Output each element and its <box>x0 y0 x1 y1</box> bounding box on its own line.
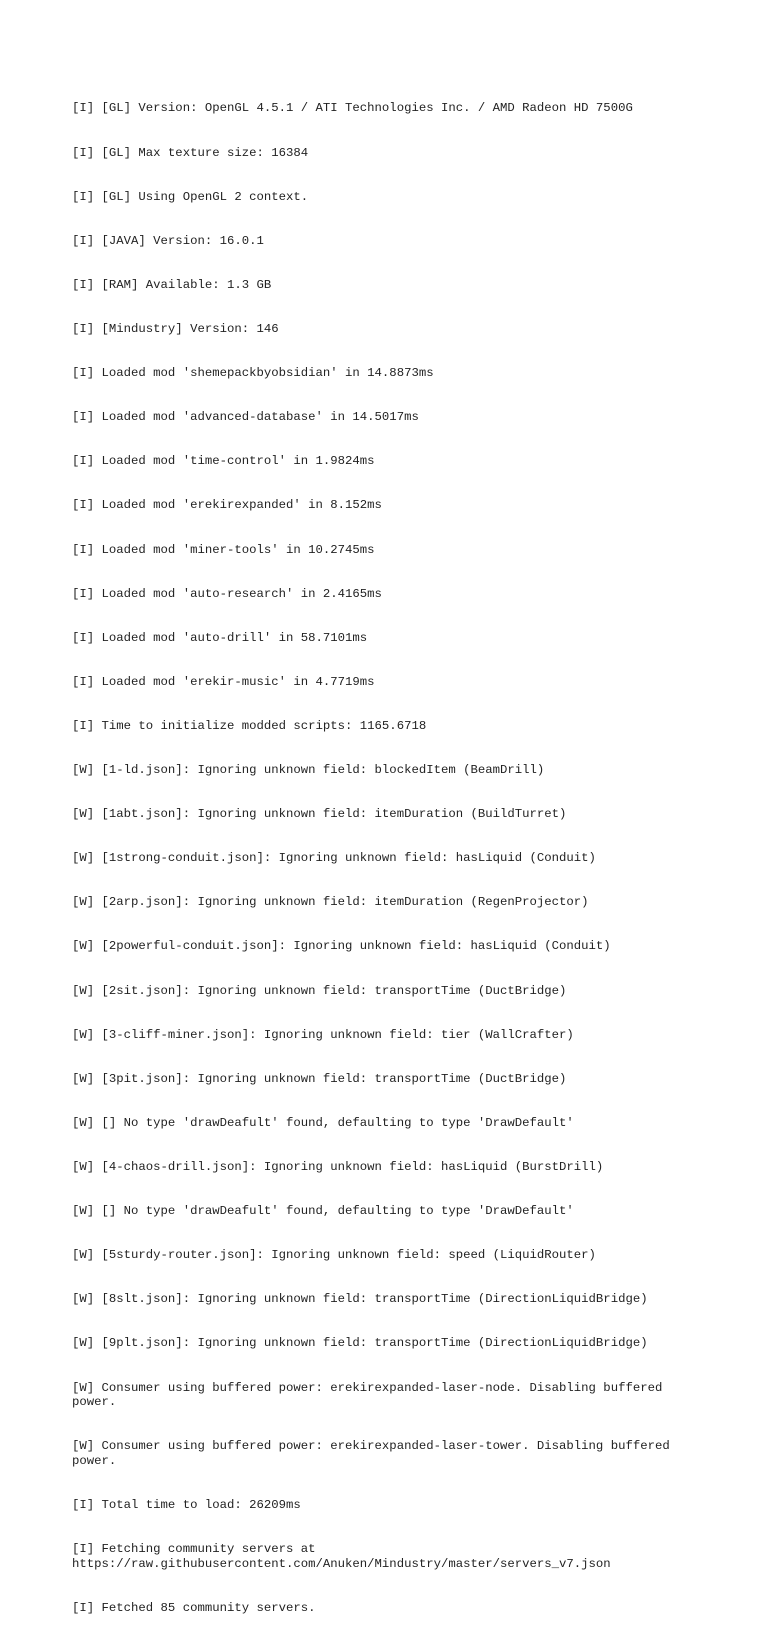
log-line: [I] [GL] Using OpenGL 2 context. <box>72 189 309 204</box>
log-line: [I] Loaded mod 'advanced-database' in 14.5017ms <box>72 410 419 425</box>
log-line: [I] Loaded mod 'miner-tools' in 10.2745ms <box>72 542 375 557</box>
log-line: [I] Loaded mod 'time-control' in 1.9824ms <box>72 454 375 469</box>
log-line: [I] Fetching community servers at https://raw.githubusercontent.com/Anuken/Mindustry/master/servers_v7.json <box>72 1542 611 1572</box>
log-line: [W] Consumer using buffered power: erekirexpanded-laser-node. Disabling buffered power. <box>72 1380 670 1410</box>
log-line: [W] [1-ld.json]: Ignoring unknown field: blockedItem (BeamDrill) <box>72 763 545 778</box>
log-line: [I] Loaded mod 'auto-research' in 2.4165ms <box>72 586 382 601</box>
log-output <box>72 72 696 1631</box>
log-line: [W] [3pit.json]: Ignoring unknown field: transportTime (DuctBridge) <box>72 1071 567 1086</box>
log-line: [I] Loaded mod 'erekir-music' in 4.7719ms <box>72 674 375 689</box>
log-line: [W] [9plt.json]: Ignoring unknown field: transportTime (DirectionLiquidBridge) <box>72 1336 648 1351</box>
log-line: [W] Consumer using buffered power: erekirexpanded-laser-tower. Disabling buffered power. <box>72 1439 678 1469</box>
log-line: [W] [3-cliff-miner.json]: Ignoring unknown field: tier (WallCrafter) <box>72 1027 574 1042</box>
log-line: [W] [2sit.json]: Ignoring unknown field: transportTime (DuctBridge) <box>72 983 567 998</box>
log-line: [I] [JAVA] Version: 16.0.1 <box>72 233 264 248</box>
log-line: [I] [Mindustry] Version: 146 <box>72 321 279 336</box>
log-line: [W] [5sturdy-router.json]: Ignoring unknown field: speed (LiquidRouter) <box>72 1248 596 1263</box>
log-line: [I] [GL] Version: OpenGL 4.5.1 / ATI Technologies Inc. / AMD Radeon HD 7500G <box>72 101 633 116</box>
log-line: [W] [2arp.json]: Ignoring unknown field: itemDuration (RegenProjector) <box>72 895 589 910</box>
log-line: [W] [] No type 'drawDeafult' found, defaulting to type 'DrawDefault' <box>72 1115 574 1130</box>
log-line: [I] Total time to load: 26209ms <box>72 1498 301 1513</box>
log-line: [I] Loaded mod 'auto-drill' in 58.7101ms <box>72 630 368 645</box>
log-line: [I] Fetched 85 community servers. <box>72 1601 316 1616</box>
log-line: [W] [8slt.json]: Ignoring unknown field: transportTime (DirectionLiquidBridge) <box>72 1292 648 1307</box>
log-line: [W] [1strong-conduit.json]: Ignoring unknown field: hasLiquid (Conduit) <box>72 851 596 866</box>
log-line: [I] Time to initialize modded scripts: 1165.6718 <box>72 718 427 733</box>
log-line: [I] Loaded mod 'shemepackbyobsidian' in 14.8873ms <box>72 366 434 381</box>
log-line: [I] Loaded mod 'erekirexpanded' in 8.152ms <box>72 498 382 513</box>
log-line: [I] [GL] Max texture size: 16384 <box>72 145 309 160</box>
log-line: [I] [RAM] Available: 1.3 GB <box>72 277 272 292</box>
log-line: [W] [1abt.json]: Ignoring unknown field: itemDuration (BuildTurret) <box>72 807 567 822</box>
log-line: [W] [2powerful-conduit.json]: Ignoring unknown field: hasLiquid (Conduit) <box>72 939 611 954</box>
log-line: [W] [] No type 'drawDeafult' found, defaulting to type 'DrawDefault' <box>72 1204 574 1219</box>
log-line: [W] [4-chaos-drill.json]: Ignoring unknown field: hasLiquid (BurstDrill) <box>72 1160 604 1175</box>
